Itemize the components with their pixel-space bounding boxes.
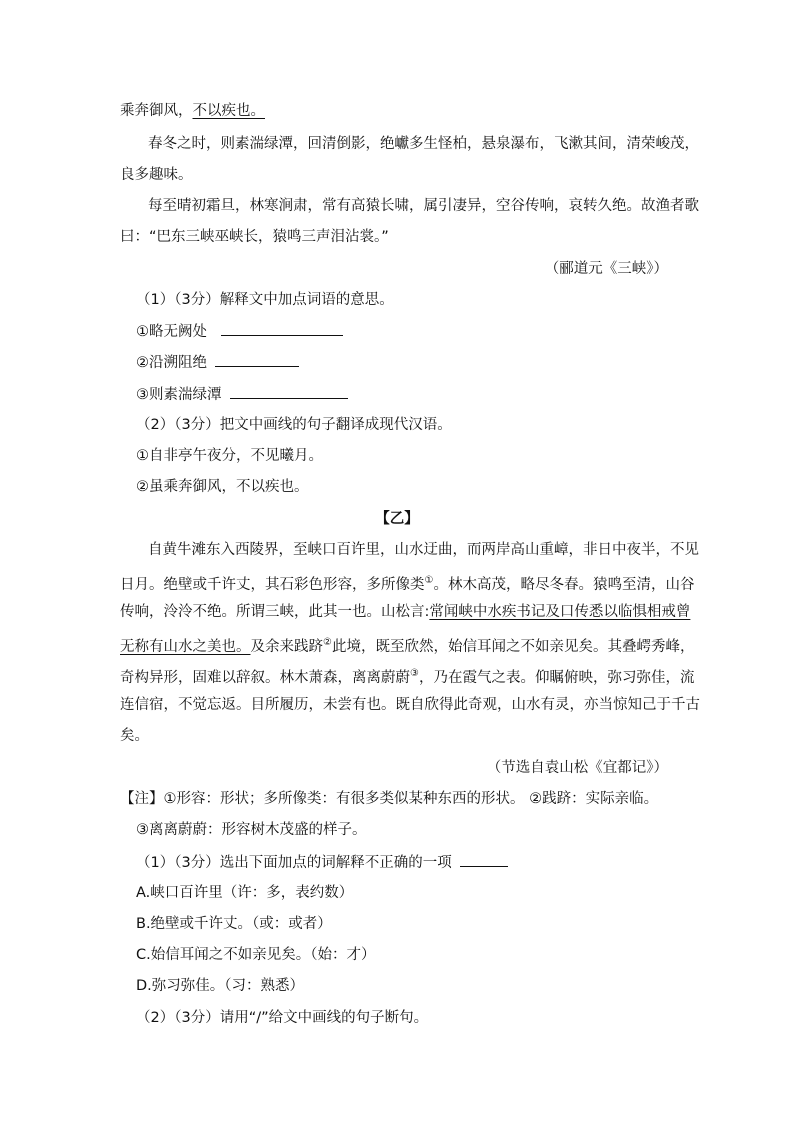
footnote-marker-1: ①: [424, 575, 434, 586]
jia-q1-item-3: [136, 384, 348, 405]
yi-line-3: [120, 602, 690, 622]
yi-question-1-text: （1）（3分）选出下面加点的词解释不正确的一项: [136, 855, 452, 871]
footnote-marker-2: ②: [323, 637, 332, 648]
answer-blank[interactable]: [221, 321, 343, 336]
jia-source: （郦道元《三峡》）: [544, 261, 668, 277]
yi-line-2-text-b: 。林木高茂，略尽冬春。猿鸣至清，山谷: [433, 576, 695, 593]
underlined-sentence: 不以疾也。: [192, 103, 265, 119]
option-a: A.峡口百许里（许：多，表约数）: [136, 885, 354, 901]
answer-blank[interactable]: [230, 384, 348, 399]
answer-blank[interactable]: [460, 852, 508, 867]
jia-line-0: [120, 101, 265, 121]
yi-line-5-text-b: ，乃在霞气之表。仰瞩俯映，弥习弥佳，流: [418, 669, 695, 686]
yi-line-4: [120, 633, 694, 657]
yi-line-5-text-a: 奇构异形，固难以辞叙。林木萧森，离离蔚蔚: [120, 669, 410, 686]
section-title-yi: 【乙】: [375, 511, 419, 527]
yi-line-1: 自黄牛滩东入西陵界，至峡口百许里，山水迂曲，而两岸高山重嶂，非日中夜半，不见: [148, 542, 699, 558]
yi-question-1: [136, 852, 508, 873]
yi-line-7: 矣。: [120, 728, 149, 744]
jia-paragraph-1-line-1: 春冬之时，则素湍绿潭，回清倒影，绝巘多生怪柏，悬泉瀑布，飞漱其间，清荣峻茂，: [148, 136, 699, 152]
yi-line-5: [120, 664, 694, 688]
jia-q2-item-1: ①自非亭午夜分，不见曦月。: [136, 448, 323, 464]
footnote-marker-3: ③: [410, 668, 419, 679]
option-c: C.始信耳闻之不如亲见矣。（始：才）: [136, 947, 376, 963]
yi-line-3-text: 传响，泠泠不绝。所谓三峡，此其一也。山松言:: [120, 604, 430, 620]
yi-note-line-1: 【注】①形容：形状；多所像类：有很多类似某种东西的形状。 ②践跻：实际亲临。: [120, 791, 659, 807]
jia-paragraph-2-line-2: 曰：“巴东三峡巫峡长，猿鸣三声泪沾裳。”: [120, 229, 389, 245]
q1-item-label: ①略无阙处: [136, 324, 207, 340]
option-d: D.弥习弥佳。（习：熟悉）: [136, 978, 305, 994]
q1-item-label: ③则素湍绿潭: [136, 387, 222, 403]
jia-paragraph-2-line-1: 每至晴初霜旦，林寒涧肃，常有高猿长啸，属引凄异，空谷传响，哀转久绝。故渔者歌: [148, 198, 699, 214]
yi-source: （节选自袁山松《宜都记》）: [486, 760, 668, 776]
jia-question-1: （1）（3分）解释文中加点词语的意思。: [136, 292, 394, 308]
jia-q1-item-1: [136, 321, 343, 342]
underlined-sentence: 常闻峡中水疾书记及口传悉以临惧相戒曾: [429, 604, 691, 620]
jia-question-2: （2）（3分）把文中画线的句子翻译成现代汉语。: [136, 417, 452, 433]
jia-line-0-text: 乘奔御风，: [120, 103, 193, 119]
yi-line-6: 连信宿，不觉忘返。目所履历，未尝有也。既自欣得此奇观，山水有灵，亦当惊知己于千古: [120, 697, 700, 713]
option-b: B.绝壁或千许丈。（或：或者）: [136, 916, 332, 932]
yi-line-2-text-a: 日月。绝壁或千许丈，其石彩色形容，多所像类: [120, 576, 425, 593]
yi-question-2: （2）（3分）请用“/”给文中画线的句子断句。: [136, 1010, 429, 1026]
yi-note-line-2: ③离离蔚蔚：形容树木茂盛的样子。: [136, 822, 367, 838]
yi-line-4-text-a: 及余来践跻: [250, 638, 323, 655]
yi-line-4-text-b: 此境，既至欣然，始信耳闻之不如亲见矣。其叠崿秀峰，: [331, 638, 695, 655]
jia-q1-item-2: [136, 352, 299, 373]
answer-blank[interactable]: [215, 352, 299, 367]
jia-q2-item-2: ②虽乘奔御风，不以疾也。: [136, 479, 309, 495]
underlined-sentence: 无称有山水之美也。: [120, 638, 251, 655]
q1-item-label: ②沿溯阻绝: [136, 355, 207, 371]
jia-paragraph-1-line-2: 良多趣味。: [120, 167, 193, 183]
yi-line-2: [120, 571, 694, 595]
